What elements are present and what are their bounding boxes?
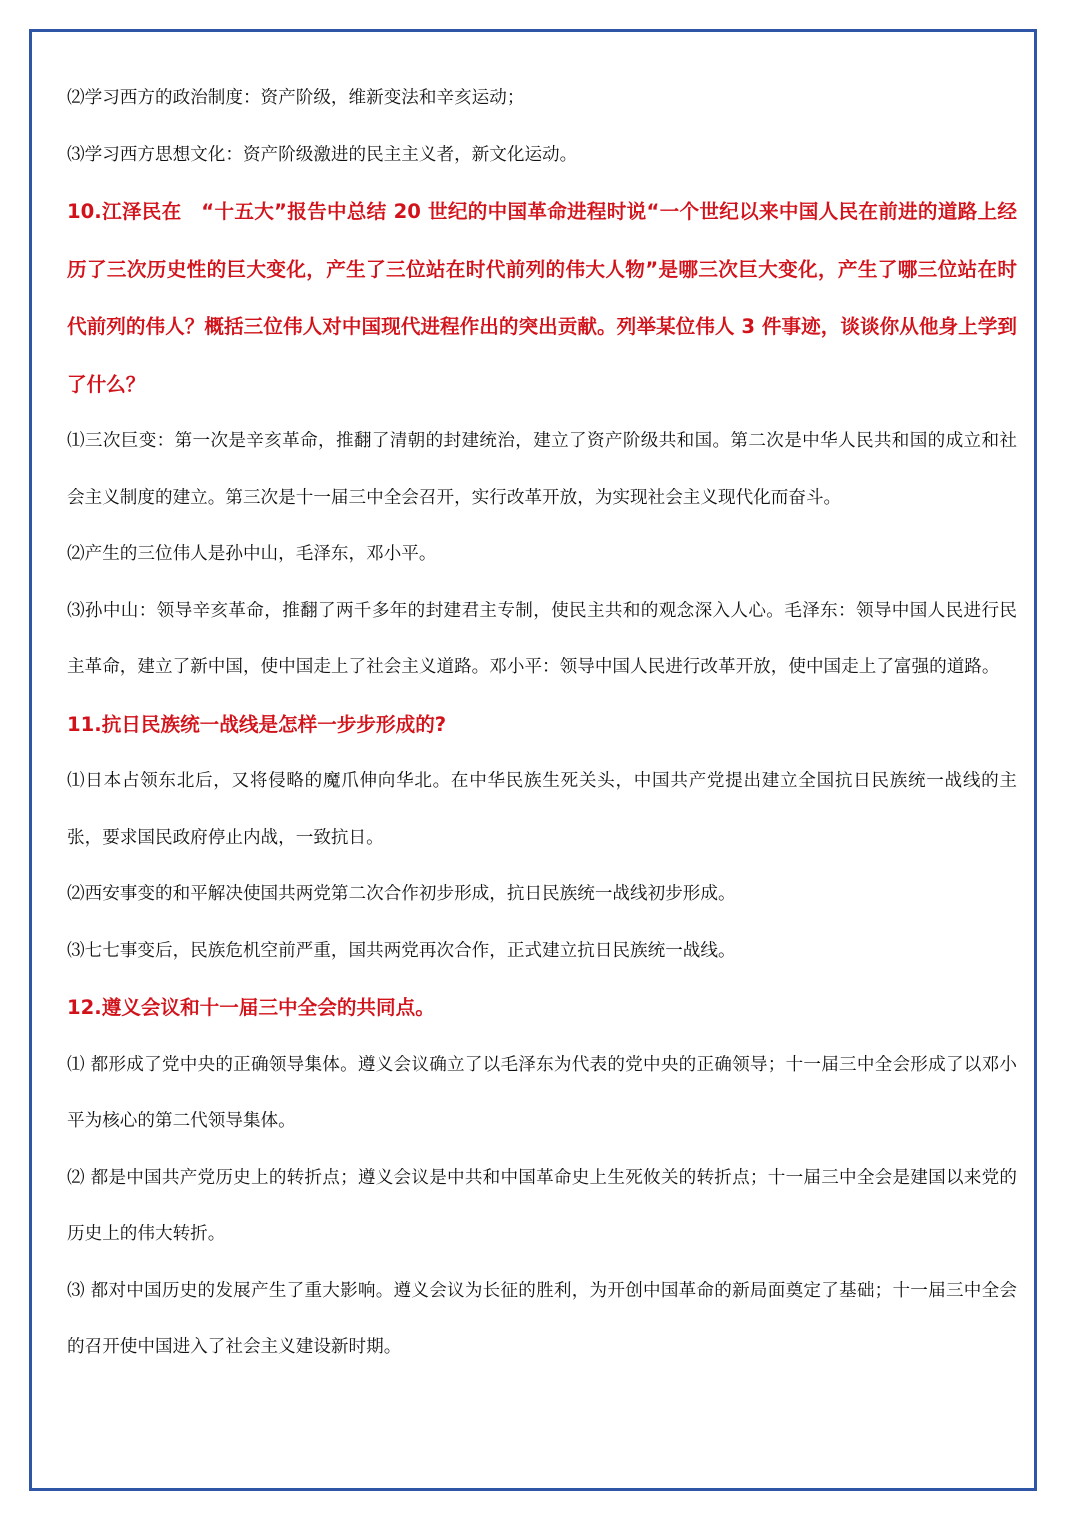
answer-12-1: ⑴ 都形成了党中央的正确领导集体。遵义会议确立了以毛泽东为代表的党中央的正确领导；十一届三中全会形成了以邓小平为核心的第二代领导集体。 bbox=[67, 1054, 1017, 1131]
answer-11-2: ⑵西安事变的和平解决使国共两党第二次合作初步形成，抗日民族统一战线初步形成。 bbox=[67, 884, 736, 904]
question-10: 10.江泽民在 “十五大”报告中总结 20 世纪的中国革命进程时说“一个世纪以来中国人民在前进的道路上经历了三次历史性的巨大变化，产生了三位站在时代前列的伟大人物”是哪三次巨大变化，产生了哪三位站在时代前列的伟人？概括三位伟人对中国现代进程作出的突出贡献。列举某位伟人 3 件事迹，谈谈你从他身上学到了什么？ bbox=[67, 200, 1017, 396]
answer-11-3: ⑶七七事变后，民族危机空前严重，国共两党再次合作，正式建立抗日民族统一战线。 bbox=[67, 940, 736, 961]
question-12: 12.遵义会议和十一届三中全会的共同点。 bbox=[67, 996, 435, 1019]
answer-12-2: ⑵ 都是中国共产党历史上的转折点；遵义会议是中共和中国革命史上生死攸关的转折点；十一届三中全会是建国以来党的历史上的伟大转折。 bbox=[67, 1167, 1017, 1244]
document-body bbox=[67, 70, 1017, 1376]
answer-9-3: ⑶学习西方思想文化：资产阶级激进的民主主义者，新文化运动。 bbox=[67, 144, 578, 165]
answer-9-2: ⑵学习西方的政治制度：资产阶级，维新变法和辛亥运动； bbox=[67, 88, 525, 108]
answer-10-2: ⑵产生的三位伟人是孙中山，毛泽东，邓小平。 bbox=[67, 544, 437, 564]
answer-11-1: ⑴日本占领东北后，又将侵略的魔爪伸向华北。在中华民族生死关头，中国共产党提出建立全国抗日民族统一战线的主张，要求国民政府停止内战，一致抗日。 bbox=[67, 771, 1017, 848]
question-11: 11.抗日民族统一战线是怎样一步步形成的? bbox=[67, 712, 447, 736]
answer-10-3: ⑶孙中山：领导辛亥革命，推翻了两千多年的封建君主专制，使民主共和的观念深入人心。毛泽东：领导中国人民进行民主革命，建立了新中国，使中国走上了社会主义道路。邓小平：领导中国人民进行改革开放，使中国走上了富强的道路。 bbox=[67, 600, 1017, 677]
answer-10-1: ⑴三次巨变：第一次是辛亥革命，推翻了清朝的封建统治，建立了资产阶级共和国。第二次是中华人民共和国的成立和社会主义制度的建立。第三次是十一届三中全会召开，实行改革开放，为实现社会主义现代化而奋斗。 bbox=[67, 431, 1017, 508]
answer-12-3: ⑶ 都对中国历史的发展产生了重大影响。遵义会议为长征的胜利，为开创中国革命的新局面奠定了基础；十一届三中全会的召开使中国进入了社会主义建设新时期。 bbox=[67, 1280, 1017, 1357]
